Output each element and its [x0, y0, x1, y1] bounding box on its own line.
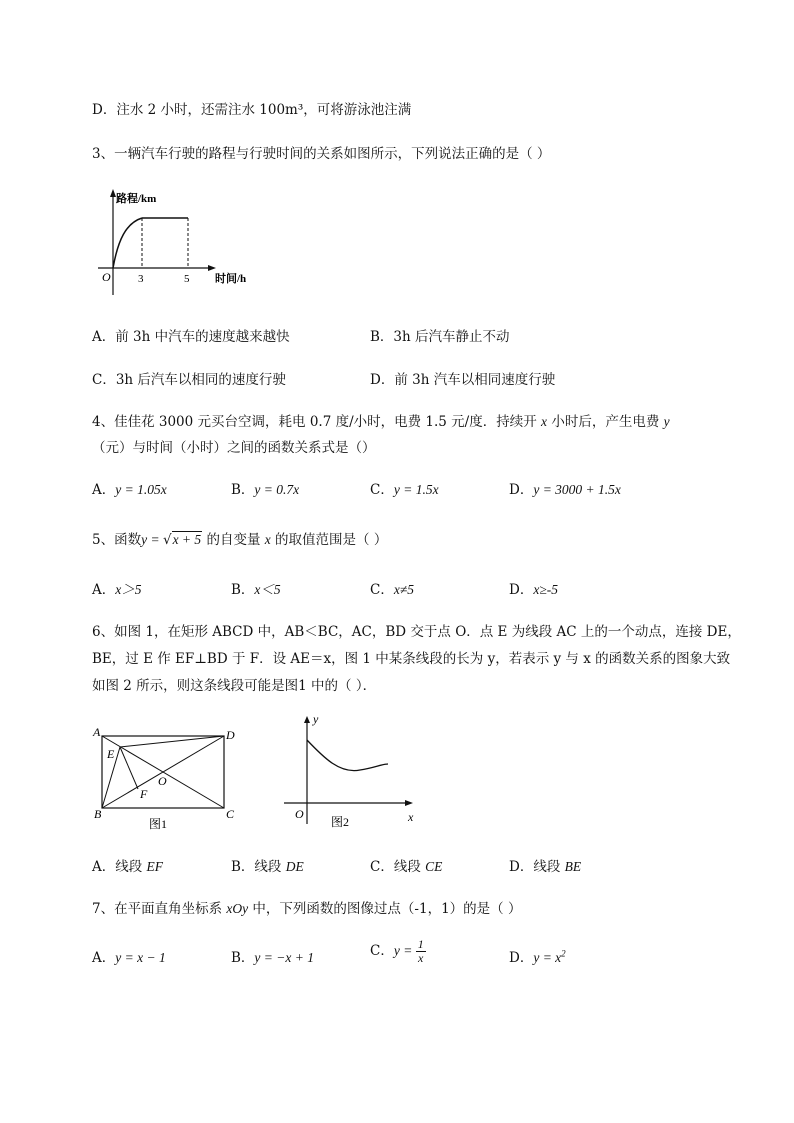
q5-option-c: C．x≠5 — [370, 582, 414, 598]
label-a: A — [93, 725, 101, 739]
q3-distance-time-graph — [92, 185, 262, 300]
q6-stem-line3: 如图 2 所示，则这条线段可能是图1 中的（ ）． — [92, 678, 377, 694]
q5-option-b: B．x＜5 — [231, 582, 281, 598]
label-e: E — [107, 747, 115, 761]
q7-stem: 7、在平面直角坐标系 xOy 中，下列函数的图像过点（-1，1）的是（ ） — [92, 901, 522, 917]
q7-option-d: D．$y = x^2$ — [509, 948, 566, 966]
q3-option-d: D．前 3h 汽车以相同速度行驶 — [370, 372, 556, 388]
label-c: C — [226, 807, 235, 821]
q3-option-c: C．3h 后汽车以相同的速度行驶 — [92, 372, 286, 388]
q4-option-a: A．y = 1.05x — [92, 482, 167, 498]
q5-stem: 5、函数y = √x + 5 的自变量 x 的取值范围是（ ） — [92, 532, 388, 548]
label-f: F — [140, 787, 148, 801]
q3-stem: 3、一辆汽车行驶的路程与行驶时间的关系如图所示，下列说法正确的是（ ） — [92, 146, 551, 162]
prev-option-d: D．注水 2 小时，还需注水 100m³，可将游泳池注满 — [92, 102, 412, 118]
q6-stem-line1: 6、如图 1，在矩形 ABCD 中，AB＜BC，AC，BD 交于点 O．点 E 为线段 AC 上的一个动点，连接 DE， — [92, 624, 741, 640]
q4-option-d: D．y = 3000 + 1.5x — [509, 482, 621, 498]
label-o: O — [158, 774, 167, 788]
q4-option-c: C．y = 1.5x — [370, 482, 439, 498]
sqrt-sign: √ — [162, 532, 172, 548]
fig2-caption: 图2 — [331, 815, 350, 828]
q7-option-c: C．y = $\frac{1}{x}$ — [370, 937, 424, 965]
q7-option-b: B．y = −x + 1 — [231, 950, 314, 966]
q3-y-label: 路程/km — [116, 193, 157, 205]
q6-figure-1-rectangle — [90, 722, 250, 832]
q5-option-d: D．x≥-5 — [509, 582, 558, 598]
q3-option-b: B．3h 后汽车静止不动 — [370, 329, 510, 345]
segment-ef — [120, 747, 138, 789]
fig2-x-label: x — [408, 810, 414, 824]
q3-x-arrow — [208, 265, 216, 271]
q6-option-a: A．线段 EF — [92, 859, 164, 875]
q5-option-a: A．x＞5 — [92, 582, 142, 598]
fig2-y-label: y — [313, 712, 319, 726]
q6-option-b: B．线段 DE — [231, 859, 304, 875]
q3-tick-5: 5 — [184, 273, 190, 285]
q4-stem-line1: 4、佳佳花 3000 元买台空调，耗电 0.7 度/小时，电费 1.5 元/度．持续开 x 小时后，产生电费 y — [92, 414, 670, 430]
fig2-x-arrow — [405, 800, 413, 806]
q6-figure-2-graph — [282, 708, 422, 828]
fraction-1-over-x: $\frac{1}{x}$ — [417, 937, 424, 965]
fig2-curve — [307, 740, 388, 771]
q7-option-a: A．y = x − 1 — [92, 950, 166, 966]
q4-stem-line2: （元）与时间（小时）之间的函数关系式是（） — [92, 440, 376, 456]
q3-tick-3: 3 — [138, 273, 144, 285]
fig2-origin: O — [295, 807, 304, 821]
q3-origin-label: O — [102, 270, 111, 284]
q3-rising-curve — [113, 218, 142, 268]
q5-radicand: x + 5 — [172, 532, 202, 547]
q6-option-d: D．线段 BE — [509, 859, 582, 875]
q6-option-c: C．线段 CE — [370, 859, 443, 875]
q4-option-b: B．y = 0.7x — [231, 482, 300, 498]
q3-x-label: 时间/h — [215, 273, 247, 285]
fig2-y-arrow — [304, 716, 310, 723]
fig1-caption: 图1 — [149, 817, 168, 831]
label-b: B — [94, 807, 102, 821]
q6-stem-line2: BE，过 E 作 EF⊥BD 于 F．设 AE＝x，图 1 中某条线段的长为 y，若表示 y 与 x 的函数关系的图象大致 — [92, 651, 731, 667]
q3-option-a: A．前 3h 中汽车的速度越来越快 — [92, 329, 290, 345]
label-d: D — [226, 728, 235, 742]
